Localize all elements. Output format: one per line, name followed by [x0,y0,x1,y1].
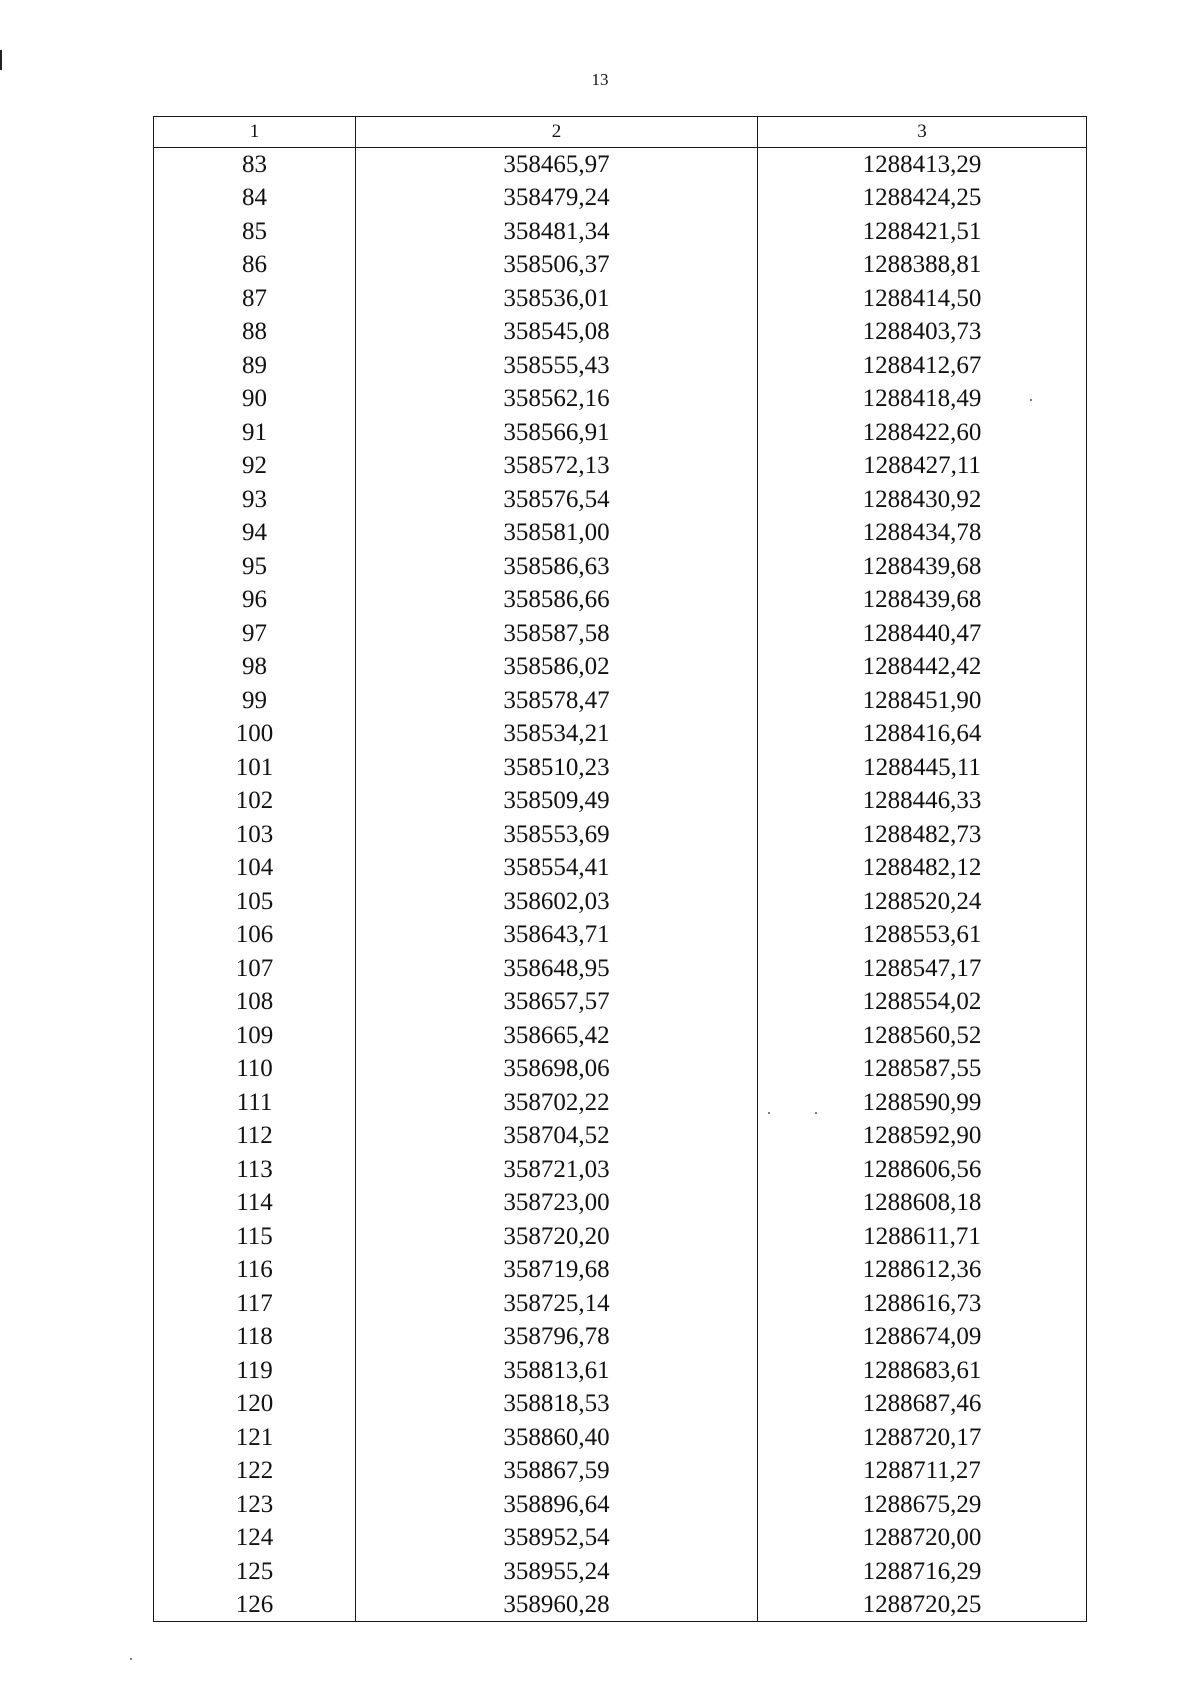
table-row [154,717,1087,751]
table-row [154,1287,1087,1321]
table-row [154,315,1087,349]
table-row [154,382,1087,416]
cell-y-coordinate: 1288674,09 [758,1320,1087,1354]
cell-x-coordinate: 358952,54 [356,1521,758,1555]
cell-x-coordinate: 358896,64 [356,1488,758,1522]
cell-y-coordinate: 1288440,47 [758,617,1087,651]
cell-x-coordinate: 358665,42 [356,1019,758,1053]
cell-point-number: 115 [154,1220,356,1254]
cell-point-number: 124 [154,1521,356,1555]
table-row [154,650,1087,684]
cell-point-number: 114 [154,1186,356,1220]
table-row [154,1588,1087,1622]
table-row [154,349,1087,383]
table-row [154,1153,1087,1187]
cell-y-coordinate: 1288445,11 [758,751,1087,785]
table-row [154,181,1087,215]
cell-y-coordinate: 1288720,17 [758,1421,1087,1455]
cell-x-coordinate: 358534,21 [356,717,758,751]
cell-point-number: 106 [154,918,356,952]
cell-point-number: 105 [154,885,356,919]
cell-x-coordinate: 358860,40 [356,1421,758,1455]
table-row [154,952,1087,986]
table-row [154,248,1087,282]
scan-speck [815,1112,817,1114]
table-row [154,885,1087,919]
page-number: 13 [591,70,609,89]
cell-y-coordinate: 1288414,50 [758,282,1087,316]
scan-speck [768,1112,770,1114]
cell-x-coordinate: 358867,59 [356,1454,758,1488]
cell-x-coordinate: 358510,23 [356,751,758,785]
table-row [154,1521,1087,1555]
cell-y-coordinate: 1288439,68 [758,583,1087,617]
cell-point-number: 92 [154,449,356,483]
cell-y-coordinate: 1288592,90 [758,1119,1087,1153]
scan-edge-mark [0,50,2,70]
cell-x-coordinate: 358657,57 [356,985,758,1019]
table-row [154,449,1087,483]
cell-point-number: 83 [154,148,356,182]
cell-x-coordinate: 358536,01 [356,282,758,316]
table-row [154,1454,1087,1488]
cell-x-coordinate: 358704,52 [356,1119,758,1153]
cell-x-coordinate: 358721,03 [356,1153,758,1187]
cell-point-number: 86 [154,248,356,282]
table-row [154,215,1087,249]
cell-y-coordinate: 1288412,67 [758,349,1087,383]
cell-y-coordinate: 1288606,56 [758,1153,1087,1187]
cell-point-number: 118 [154,1320,356,1354]
cell-x-coordinate: 358698,06 [356,1052,758,1086]
table-row [154,1052,1087,1086]
cell-y-coordinate: 1288720,00 [758,1521,1087,1555]
cell-point-number: 102 [154,784,356,818]
table-row [154,1555,1087,1589]
cell-y-coordinate: 1288687,46 [758,1387,1087,1421]
table-row [154,1186,1087,1220]
cell-x-coordinate: 358648,95 [356,952,758,986]
table-header [154,117,1087,148]
table-row [154,1488,1087,1522]
table-row [154,751,1087,785]
cell-x-coordinate: 358725,14 [356,1287,758,1321]
cell-y-coordinate: 1288421,51 [758,215,1087,249]
cell-y-coordinate: 1288482,73 [758,818,1087,852]
cell-point-number: 98 [154,650,356,684]
cell-y-coordinate: 1288711,27 [758,1454,1087,1488]
cell-x-coordinate: 358643,71 [356,918,758,952]
cell-x-coordinate: 358818,53 [356,1387,758,1421]
table-row [154,985,1087,1019]
table-row [154,1220,1087,1254]
cell-y-coordinate: 1288416,64 [758,717,1087,751]
cell-x-coordinate: 358720,20 [356,1220,758,1254]
cell-x-coordinate: 358955,24 [356,1555,758,1589]
cell-point-number: 99 [154,684,356,718]
cell-y-coordinate: 1288553,61 [758,918,1087,952]
table-row [154,416,1087,450]
cell-point-number: 84 [154,181,356,215]
header-cell-y-coordinate: 3 [758,117,1087,148]
cell-y-coordinate: 1288547,17 [758,952,1087,986]
cell-y-coordinate: 1288424,25 [758,181,1087,215]
cell-point-number: 108 [154,985,356,1019]
cell-x-coordinate: 358555,43 [356,349,758,383]
table-row [154,148,1087,182]
cell-point-number: 103 [154,818,356,852]
cell-x-coordinate: 358465,97 [356,148,758,182]
cell-y-coordinate: 1288446,33 [758,784,1087,818]
cell-point-number: 95 [154,550,356,584]
cell-y-coordinate: 1288675,29 [758,1488,1087,1522]
header-cell-point-number: 1 [154,117,356,148]
table-body [154,148,1087,1622]
cell-y-coordinate: 1288422,60 [758,416,1087,450]
table-row [154,550,1087,584]
cell-point-number: 104 [154,851,356,885]
table-row [154,851,1087,885]
cell-point-number: 116 [154,1253,356,1287]
cell-y-coordinate: 1288560,52 [758,1019,1087,1053]
cell-y-coordinate: 1288403,73 [758,315,1087,349]
cell-point-number: 88 [154,315,356,349]
table-row [154,1421,1087,1455]
table-row [154,818,1087,852]
table-row [154,1387,1087,1421]
cell-x-coordinate: 358578,47 [356,684,758,718]
cell-x-coordinate: 358586,63 [356,550,758,584]
cell-point-number: 91 [154,416,356,450]
cell-x-coordinate: 358576,54 [356,483,758,517]
cell-y-coordinate: 1288418,49 [758,382,1087,416]
cell-x-coordinate: 358545,08 [356,315,758,349]
cell-point-number: 125 [154,1555,356,1589]
cell-point-number: 107 [154,952,356,986]
cell-y-coordinate: 1288434,78 [758,516,1087,550]
cell-y-coordinate: 1288430,92 [758,483,1087,517]
cell-x-coordinate: 358813,61 [356,1354,758,1388]
cell-point-number: 97 [154,617,356,651]
table-row [154,583,1087,617]
table-row [154,1019,1087,1053]
cell-x-coordinate: 358506,37 [356,248,758,282]
cell-x-coordinate: 358581,00 [356,516,758,550]
cell-point-number: 110 [154,1052,356,1086]
table-row [154,1253,1087,1287]
cell-x-coordinate: 358719,68 [356,1253,758,1287]
table-row [154,1086,1087,1120]
cell-x-coordinate: 358509,49 [356,784,758,818]
cell-point-number: 123 [154,1488,356,1522]
cell-point-number: 87 [154,282,356,316]
cell-x-coordinate: 358566,91 [356,416,758,450]
cell-point-number: 117 [154,1287,356,1321]
cell-y-coordinate: 1288611,71 [758,1220,1087,1254]
cell-y-coordinate: 1288520,24 [758,885,1087,919]
cell-y-coordinate: 1288608,18 [758,1186,1087,1220]
cell-point-number: 112 [154,1119,356,1153]
cell-y-coordinate: 1288388,81 [758,248,1087,282]
cell-point-number: 119 [154,1354,356,1388]
cell-x-coordinate: 358702,22 [356,1086,758,1120]
cell-y-coordinate: 1288413,29 [758,148,1087,182]
cell-y-coordinate: 1288442,42 [758,650,1087,684]
header-row [154,117,1087,148]
cell-x-coordinate: 358723,00 [356,1186,758,1220]
cell-point-number: 126 [154,1588,356,1622]
cell-point-number: 111 [154,1086,356,1120]
table-row [154,483,1087,517]
scan-speck [1030,399,1032,401]
cell-point-number: 85 [154,215,356,249]
cell-x-coordinate: 358562,16 [356,382,758,416]
cell-point-number: 120 [154,1387,356,1421]
cell-x-coordinate: 358586,66 [356,583,758,617]
cell-y-coordinate: 1288590,99 [758,1086,1087,1120]
cell-x-coordinate: 358554,41 [356,851,758,885]
scan-speck [130,1658,132,1660]
cell-y-coordinate: 1288451,90 [758,684,1087,718]
table-row [154,784,1087,818]
cell-y-coordinate: 1288612,36 [758,1253,1087,1287]
cell-x-coordinate: 358586,02 [356,650,758,684]
coordinates-table [153,116,1087,1622]
table-row [154,282,1087,316]
table-row [154,1354,1087,1388]
cell-y-coordinate: 1288587,55 [758,1052,1087,1086]
cell-y-coordinate: 1288720,25 [758,1588,1087,1622]
table-row [154,516,1087,550]
cell-point-number: 100 [154,717,356,751]
cell-point-number: 121 [154,1421,356,1455]
cell-x-coordinate: 358796,78 [356,1320,758,1354]
cell-point-number: 90 [154,382,356,416]
cell-y-coordinate: 1288554,02 [758,985,1087,1019]
cell-point-number: 94 [154,516,356,550]
header-cell-x-coordinate: 2 [356,117,758,148]
cell-x-coordinate: 358587,58 [356,617,758,651]
cell-point-number: 101 [154,751,356,785]
table-row [154,1119,1087,1153]
cell-x-coordinate: 358553,69 [356,818,758,852]
cell-y-coordinate: 1288482,12 [758,851,1087,885]
table-row [154,684,1087,718]
cell-y-coordinate: 1288716,29 [758,1555,1087,1589]
cell-x-coordinate: 358481,34 [356,215,758,249]
table-row [154,617,1087,651]
table-row [154,918,1087,952]
cell-x-coordinate: 358602,03 [356,885,758,919]
cell-point-number: 93 [154,483,356,517]
cell-y-coordinate: 1288427,11 [758,449,1087,483]
cell-x-coordinate: 358960,28 [356,1588,758,1622]
cell-point-number: 113 [154,1153,356,1187]
cell-point-number: 89 [154,349,356,383]
table-row [154,1320,1087,1354]
cell-point-number: 122 [154,1454,356,1488]
cell-x-coordinate: 358572,13 [356,449,758,483]
cell-point-number: 96 [154,583,356,617]
cell-point-number: 109 [154,1019,356,1053]
cell-y-coordinate: 1288439,68 [758,550,1087,584]
cell-y-coordinate: 1288616,73 [758,1287,1087,1321]
cell-x-coordinate: 358479,24 [356,181,758,215]
cell-y-coordinate: 1288683,61 [758,1354,1087,1388]
